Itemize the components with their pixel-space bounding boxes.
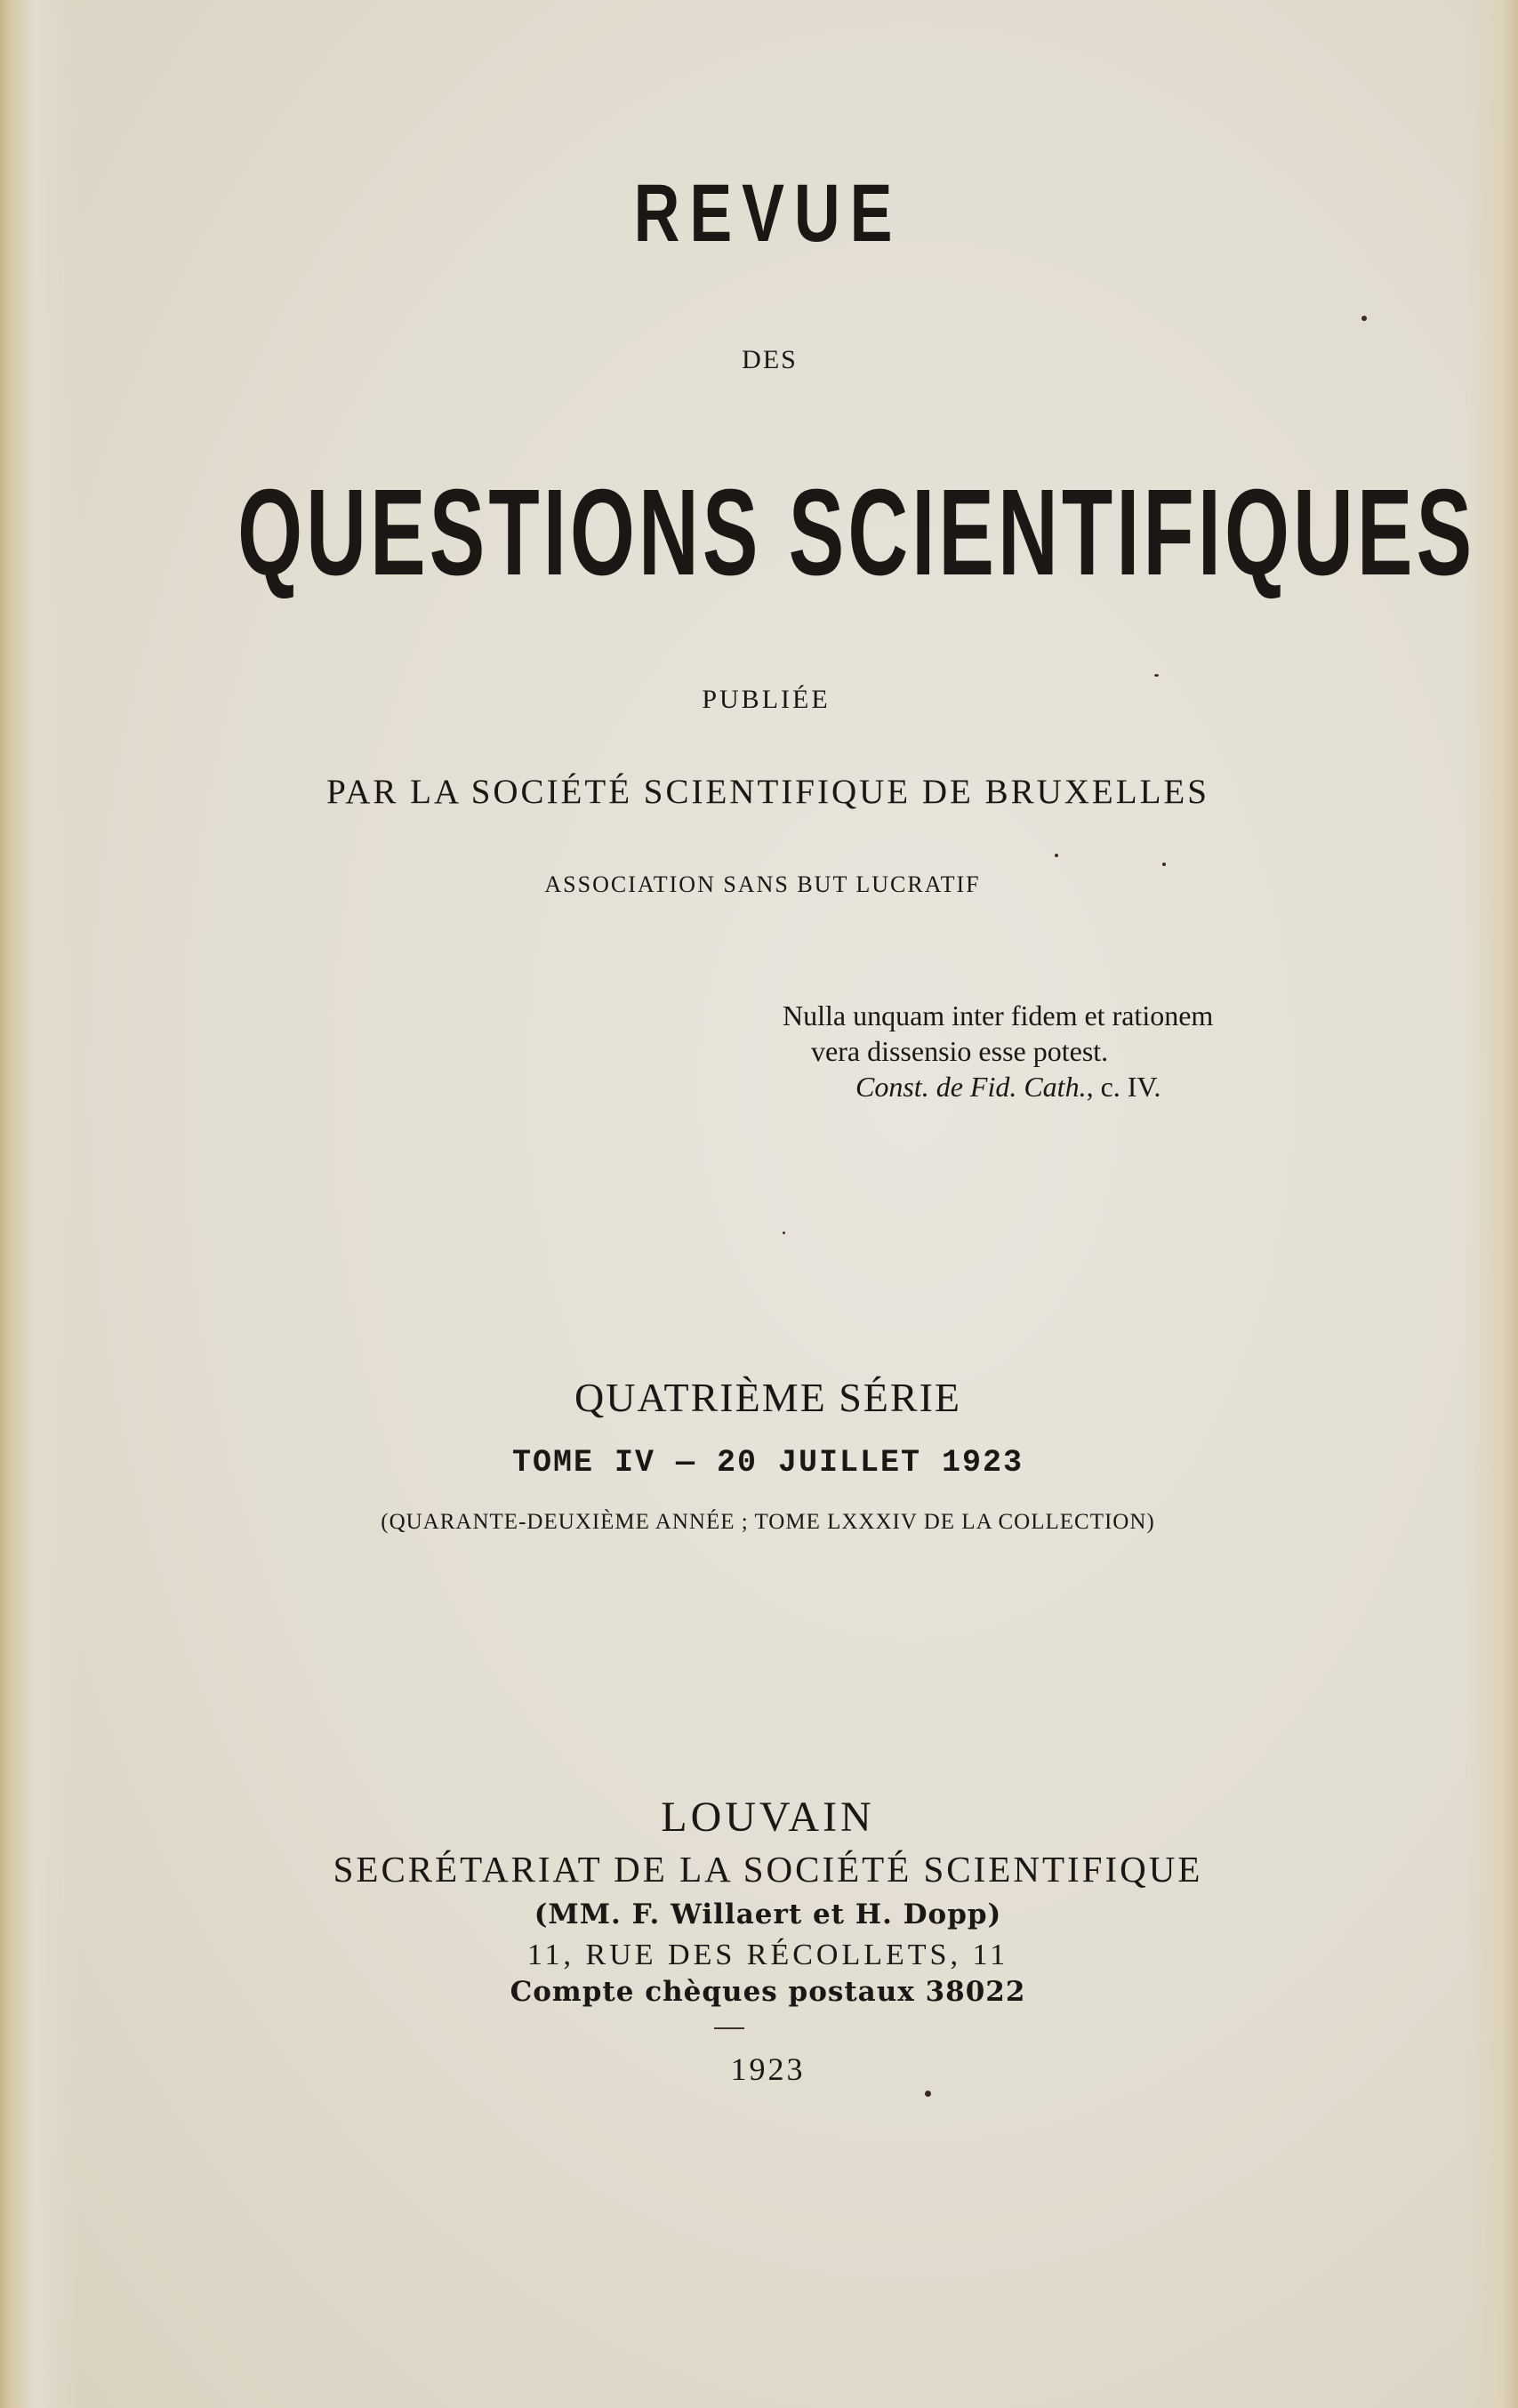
motto-citation-source: Const. de Fid. Cath.	[855, 1071, 1087, 1103]
journal-title-des: DES	[742, 345, 798, 374]
published-label: PUBLIÉE	[702, 685, 831, 714]
paper-speck	[1055, 854, 1058, 857]
motto-citation-chapter: , c. IV.	[1086, 1071, 1161, 1103]
imprint-city: LOUVAIN	[661, 1794, 875, 1841]
paper-speck	[925, 2091, 931, 2097]
series-line: QUATRIÈME SÉRIE	[574, 1375, 962, 1420]
imprint-editors: (MM. F. Willaert et H. Dopp)	[534, 1898, 1002, 1930]
imprint-account: Compte chèques postaux 38022	[510, 1976, 1026, 2008]
motto-line-1: Nulla unquam inter fidem et rationem	[783, 999, 1214, 1031]
publisher-line: PAR LA SOCIÉTÉ SCIENTIFIQUE DE BRUXELLES	[326, 773, 1209, 811]
imprint-year: 1923	[730, 2051, 806, 2087]
tome-line: TOME IV — 20 JUILLET 1923	[511, 1445, 1024, 1481]
paper-speck	[783, 1232, 785, 1234]
latin-motto	[783, 998, 1213, 1104]
paper-speck	[1162, 863, 1166, 866]
motto-citation	[783, 1069, 1213, 1104]
journal-main-title: QUESTIONS SCIENTIFIQUES	[237, 464, 1476, 601]
paper-speck	[1154, 674, 1159, 677]
motto-line-2: vera dissensio esse potest.	[811, 1035, 1109, 1067]
association-line: ASSOCIATION SANS BUT LUCRATIF	[544, 871, 981, 897]
imprint-divider	[714, 2027, 744, 2029]
imprint-secretariat: SECRÉTARIAT DE LA SOCIÉTÉ SCIENTIFIQUE	[333, 1849, 1203, 1890]
collection-line: (QUARANTE-DEUXIÈME ANNÉE ; TOME LXXXIV DE LA COLLECTION)	[381, 1510, 1155, 1534]
paper-speck	[1361, 316, 1367, 321]
imprint-address: 11, RUE DES RÉCOLLETS, 11	[526, 1938, 1009, 1971]
journal-title-revue: REVUE	[633, 168, 903, 259]
